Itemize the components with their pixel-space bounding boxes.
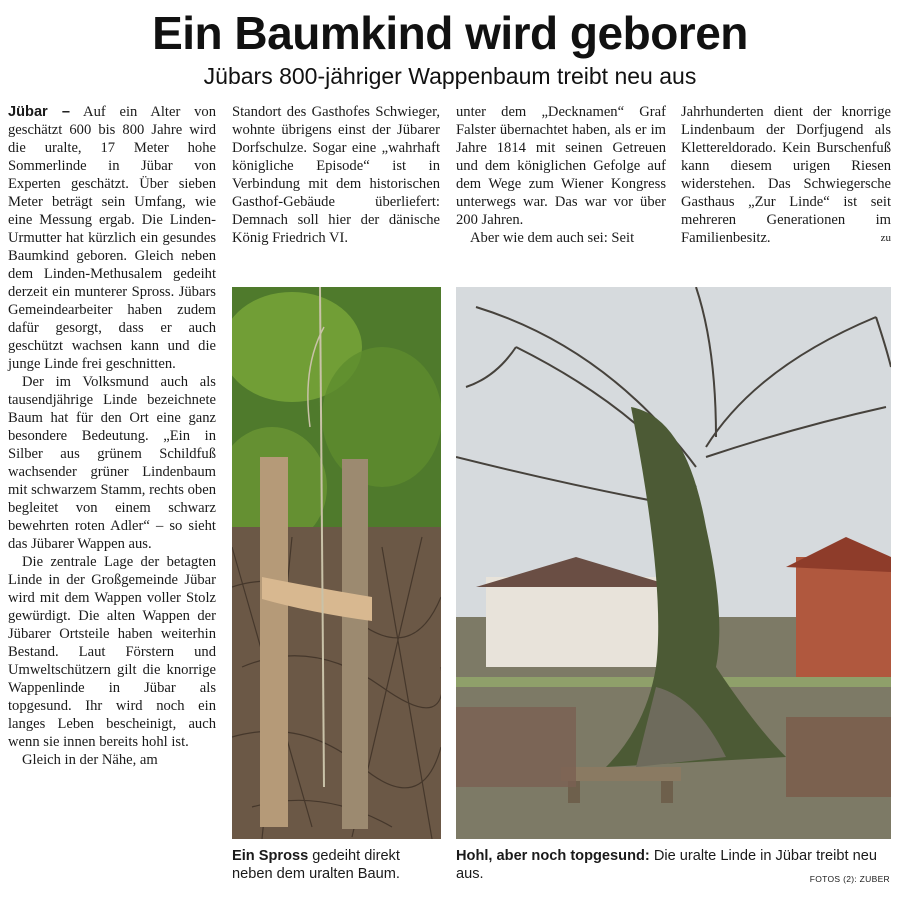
paragraph: Aber wie dem auch sei: Seit: [470, 230, 635, 246]
paragraph-text: Jahrhunderten dient der knorrige Lindenbaum der Dorfjugend als Klettereldorado. Kein Burschenfuß kann diesem urigen Riesen widerstehen. Das Schwiegersche Gasthaus „Zur Linde“ ist seit mehreren Generationen im Familienbesitz.: [681, 104, 891, 246]
subheadline: Jübars 800-jähriger Wappenbaum treibt neu aus: [203, 63, 697, 89]
caption-text: gedeiht direkt neben dem uralten Baum.: [232, 848, 400, 882]
article-column-3: [456, 103, 666, 247]
paragraph: Gleich in der Nähe, am: [22, 752, 158, 768]
photo-credit: FOTOS (2): ZUBER: [809, 874, 890, 884]
paragraph: Der im Volksmund auch als tausendjährige Linde bezeichnete Baum hat für den Ort eine ganz besondere Bedeutung. „Ein in Silber aus grünem Schildfuß wachsender grüner Lindenbaum mit schwarzem Stamm, rechts oben begleitet von einem schwarz bewehrten roten Adler“ – so sieht das Jübarer Wappen aus.: [8, 374, 216, 552]
caption-text: Die uralte Linde in Jübar treibt neu aus.: [456, 848, 877, 882]
author-initials: zu: [880, 232, 891, 244]
dateline: Jübar –: [8, 104, 71, 120]
article-column-1: [8, 103, 216, 769]
paragraph: Die zentrale Lage der betagten Linde in der Großgemeinde Jübar wird mit dem Wappen voller Stolz gewürdigt. Die alten Wappen der Jübarer Ortsteile haben weiterhin Bestand. Laut Förstern und Umweltschützern gilt die knorrige Wappenlinde in Jübar als topgesund. Ihr wird noch ein langes Leben bescheinigt, auch wenn sie innen bereits hohl ist.: [8, 554, 216, 750]
paragraph: Standort des Gasthofes Schwieger, wohnte übrigens einst der Jübarer Dorfschulze. Sogar eine „wahrhaft königliche Episode“ ist in Verbindung mit dem historischen Gasthof-Gebäude überliefert: Demnach soll hier der dänische König Friedrich VI.: [232, 104, 440, 246]
paragraph: [681, 103, 891, 247]
paragraph: unter dem „Decknamen“ Graf Falster übernachtet haben, als er im Jahre 1814 mit seinen Getreuen und dem königlichen Gefolge auf dem Wege zum Wiener Kongress unterwegs war. Das war vor über 200 Jahren.: [456, 104, 666, 228]
caption-lead: Ein Spross: [232, 848, 309, 864]
caption-lead: Hohl, aber noch topgesund:: [456, 848, 650, 864]
sprout-photo-caption: [232, 847, 444, 883]
linden-tree-photo-image: [456, 287, 891, 839]
paragraph: [8, 103, 216, 373]
headline: Ein Baumkind wird geboren: [152, 7, 748, 59]
paragraph-text: Auf ein Alter von geschätzt 600 bis 800 Jahre wird die uralte, 17 Meter hohe Sommerlinde in Jübar von Experten geschätzt. Über sieben Meter beträgt sein Umfang, wie eine Messung ergab. Die Linden-Urmutter hat kürzlich ein gesundes Baumkind geboren. Gleich neben dem Linden-Methusalem gedeiht derzeit ein munterer Spross. Jübars Gemeindearbeiter haben zudem dafür gesorgt, dass er auch geschützt wachsen kann und die junge Linde frei geschnitten.: [8, 104, 217, 372]
sprout-photo-image: [232, 287, 441, 839]
article-column-4: [681, 103, 891, 247]
sprout-photo: [232, 287, 441, 839]
article-column-2: [232, 103, 440, 247]
linden-tree-photo: [456, 287, 891, 839]
